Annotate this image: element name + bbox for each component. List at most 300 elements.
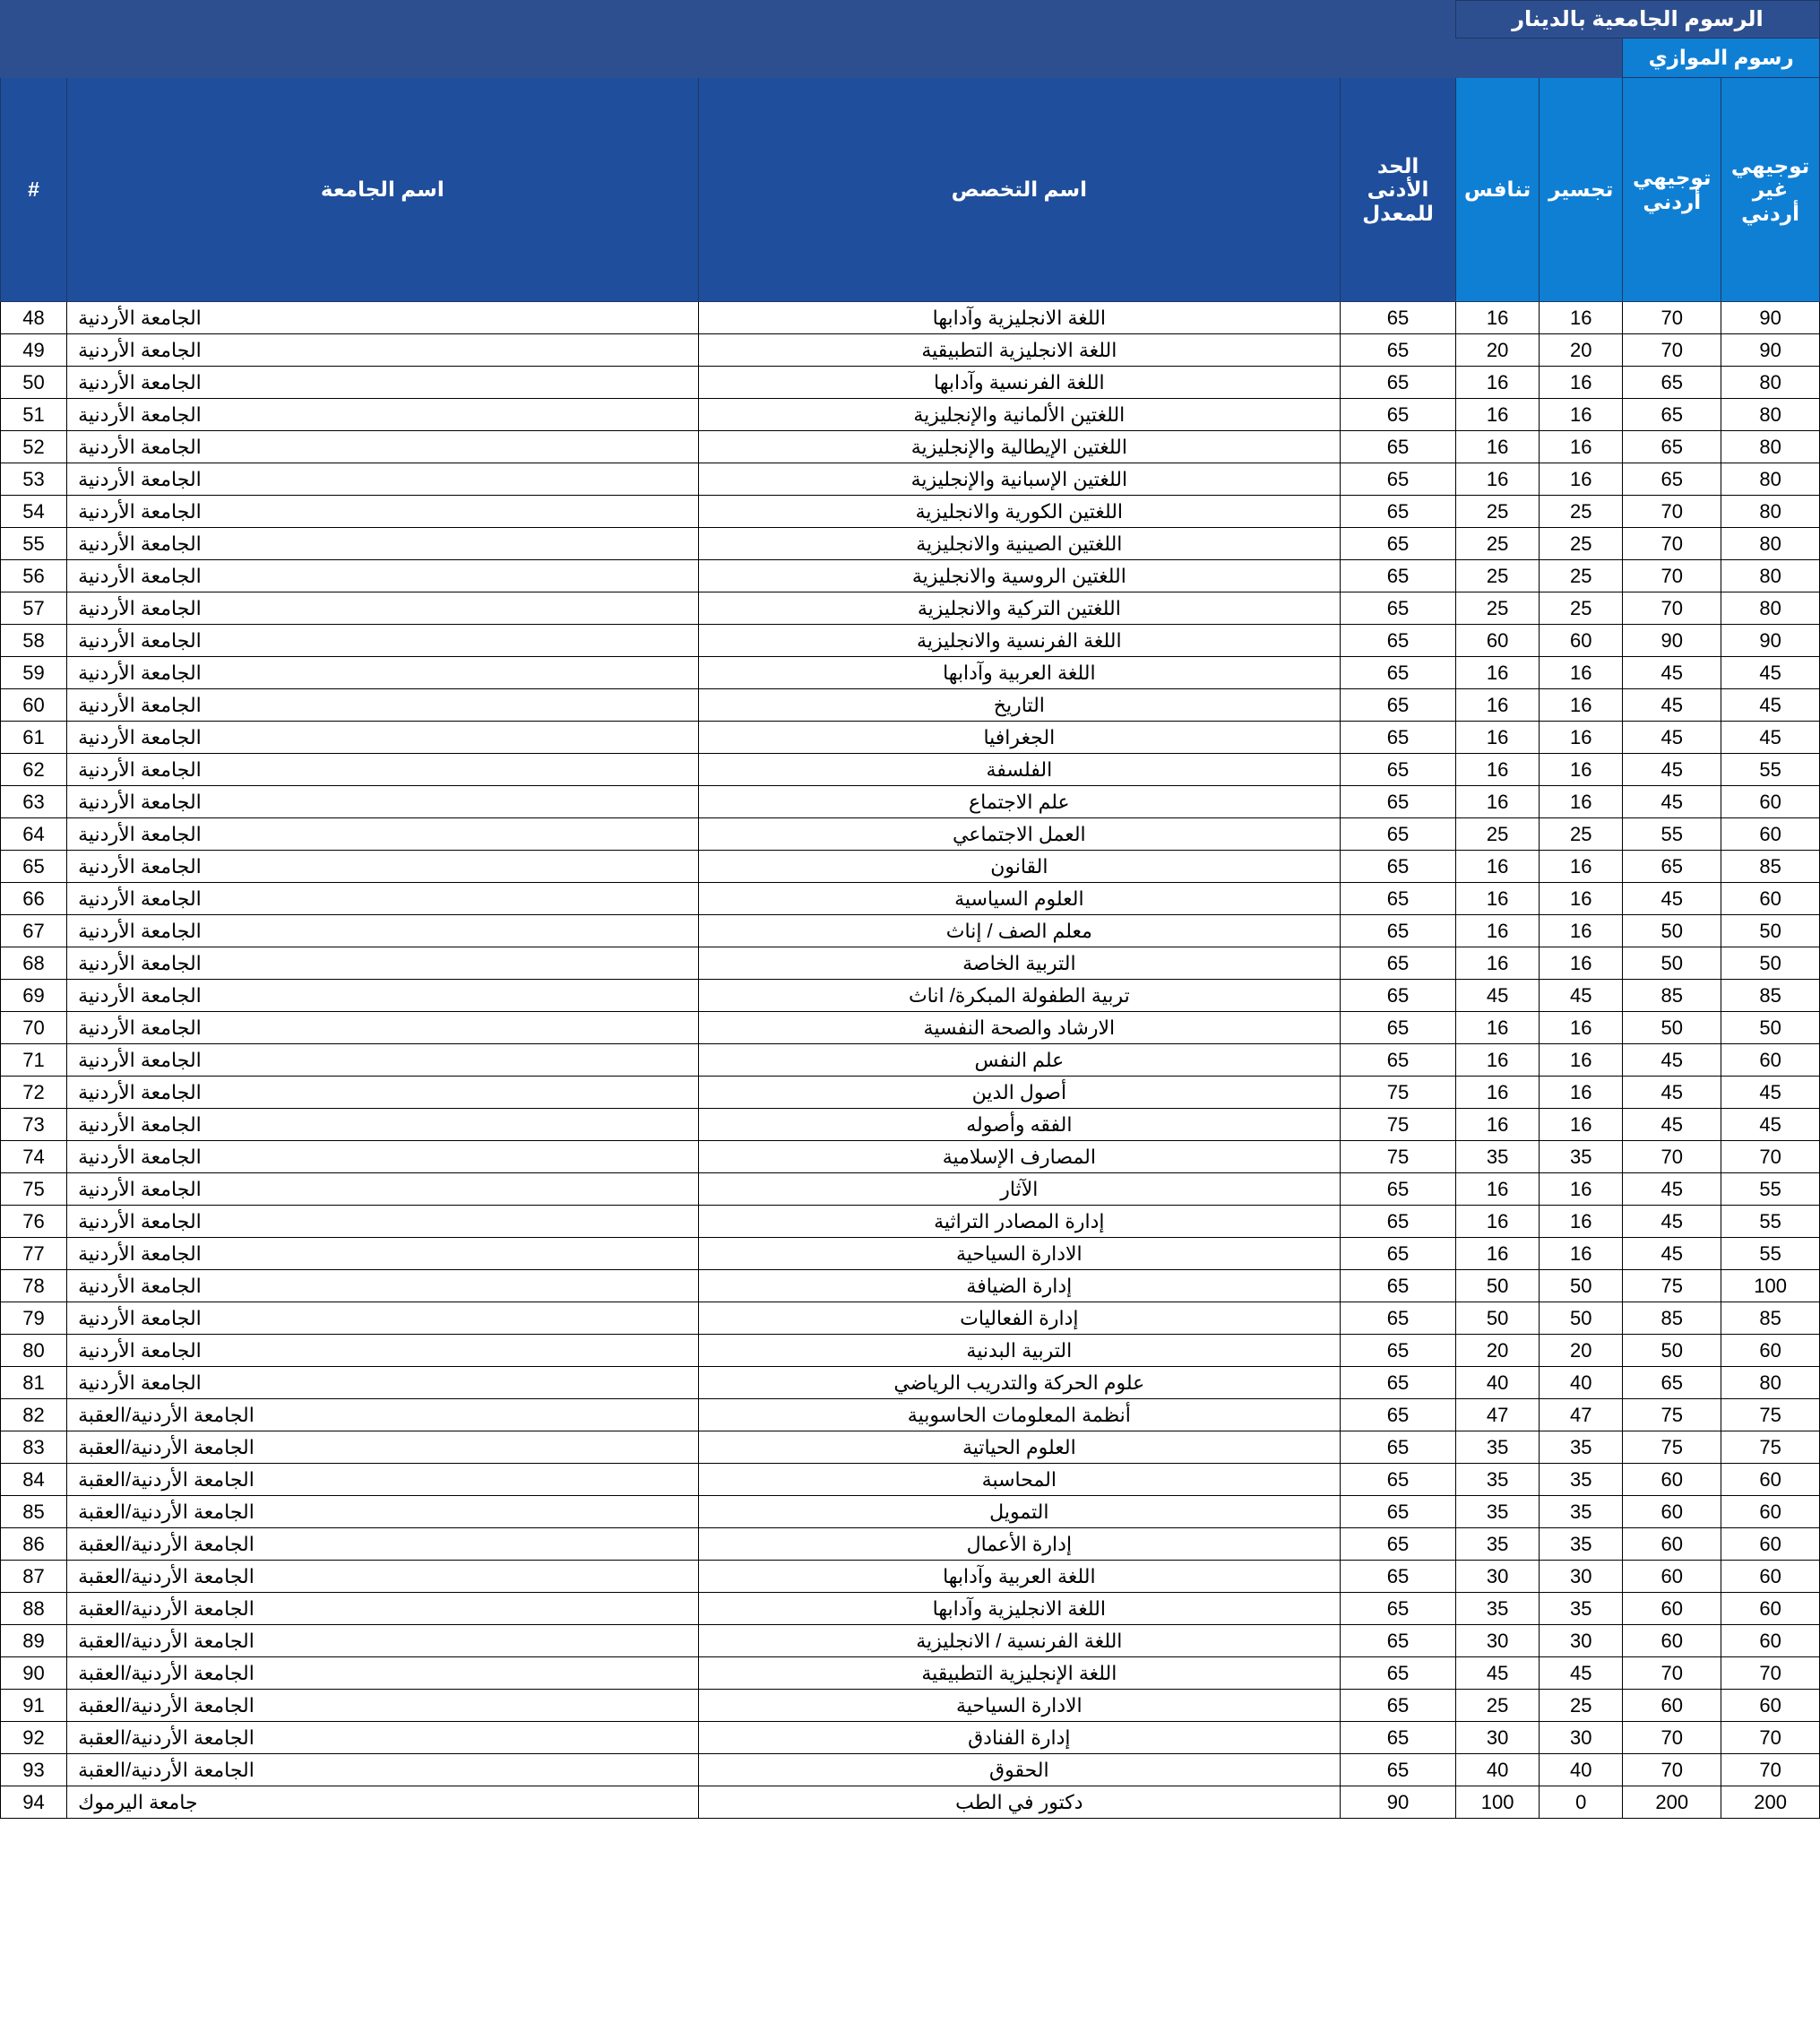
cell-non-jordanian-fee: 80: [1721, 367, 1820, 399]
cell-major-name: اللغتين التركية والانجليزية: [698, 592, 1340, 625]
cell-non-jordanian-fee: 80: [1721, 496, 1820, 528]
header-col-min-average: الحد الأدنى للمعدل: [1341, 78, 1456, 302]
cell-competition: 16: [1456, 657, 1540, 689]
cell-row-number: 83: [1, 1431, 67, 1464]
header-spacer-num-top: [1, 1, 67, 78]
table-header: [1, 1, 1820, 302]
cell-bridging: 16: [1540, 302, 1623, 334]
cell-jordanian-fee: 90: [1623, 625, 1721, 657]
cell-competition: 20: [1456, 334, 1540, 367]
cell-row-number: 59: [1, 657, 67, 689]
cell-min-average: 65: [1341, 1528, 1456, 1561]
table-row: [1, 722, 1820, 754]
table-row: [1, 1431, 1820, 1464]
cell-min-average: 65: [1341, 1464, 1456, 1496]
table-row: [1, 1141, 1820, 1173]
cell-jordanian-fee: 45: [1623, 1173, 1721, 1206]
cell-jordanian-fee: 75: [1623, 1270, 1721, 1302]
cell-jordanian-fee: 45: [1623, 883, 1721, 915]
cell-min-average: 65: [1341, 1754, 1456, 1786]
header-spacer-bridge: [1540, 39, 1623, 78]
cell-bridging: 20: [1540, 334, 1623, 367]
cell-row-number: 79: [1, 1302, 67, 1335]
cell-min-average: 65: [1341, 625, 1456, 657]
cell-major-name: اللغة الفرنسية وآدابها: [698, 367, 1340, 399]
cell-university-name: الجامعة الأردنية: [67, 980, 699, 1012]
cell-university-name: الجامعة الأردنية/العقبة: [67, 1431, 699, 1464]
cell-bridging: 35: [1540, 1528, 1623, 1561]
cell-bridging: 16: [1540, 1077, 1623, 1109]
table-row: [1, 1399, 1820, 1431]
cell-major-name: أنظمة المعلومات الحاسوبية: [698, 1399, 1340, 1431]
cell-non-jordanian-fee: 80: [1721, 560, 1820, 592]
table-row: [1, 334, 1820, 367]
cell-competition: 45: [1456, 980, 1540, 1012]
header-col-major: اسم التخصص: [698, 78, 1340, 302]
cell-bridging: 25: [1540, 592, 1623, 625]
cell-university-name: الجامعة الأردنية/العقبة: [67, 1690, 699, 1722]
cell-jordanian-fee: 60: [1623, 1625, 1721, 1657]
cell-university-name: الجامعة الأردنية: [67, 915, 699, 947]
cell-major-name: علوم الحركة والتدريب الرياضي: [698, 1367, 1340, 1399]
cell-non-jordanian-fee: 70: [1721, 1722, 1820, 1754]
cell-jordanian-fee: 70: [1623, 496, 1721, 528]
cell-competition: 16: [1456, 754, 1540, 786]
cell-jordanian-fee: 200: [1623, 1786, 1721, 1819]
cell-min-average: 65: [1341, 1657, 1456, 1690]
cell-min-average: 65: [1341, 496, 1456, 528]
cell-university-name: الجامعة الأردنية: [67, 851, 699, 883]
table-row: [1, 1206, 1820, 1238]
cell-competition: 25: [1456, 528, 1540, 560]
cell-non-jordanian-fee: 90: [1721, 334, 1820, 367]
cell-jordanian-fee: 45: [1623, 786, 1721, 818]
cell-row-number: 49: [1, 334, 67, 367]
cell-min-average: 65: [1341, 1561, 1456, 1593]
cell-bridging: 25: [1540, 560, 1623, 592]
cell-row-number: 85: [1, 1496, 67, 1528]
cell-bridging: 16: [1540, 367, 1623, 399]
cell-row-number: 53: [1, 463, 67, 496]
cell-min-average: 65: [1341, 592, 1456, 625]
cell-non-jordanian-fee: 85: [1721, 980, 1820, 1012]
cell-min-average: 65: [1341, 1173, 1456, 1206]
table-row: [1, 786, 1820, 818]
cell-major-name: اللغة العربية وآدابها: [698, 1561, 1340, 1593]
cell-bridging: 50: [1540, 1270, 1623, 1302]
cell-min-average: 75: [1341, 1141, 1456, 1173]
cell-university-name: الجامعة الأردنية: [67, 431, 699, 463]
cell-min-average: 65: [1341, 334, 1456, 367]
cell-row-number: 82: [1, 1399, 67, 1431]
cell-competition: 16: [1456, 1109, 1540, 1141]
cell-major-name: اللغة الانجليزية وآدابها: [698, 302, 1340, 334]
cell-non-jordanian-fee: 85: [1721, 851, 1820, 883]
cell-major-name: إدارة المصادر التراثية: [698, 1206, 1340, 1238]
table-row: [1, 947, 1820, 980]
header-spacer-min-top: [1341, 1, 1456, 78]
header-col-non-jordanian: توجيهي غير أردني: [1721, 78, 1820, 302]
cell-min-average: 65: [1341, 883, 1456, 915]
cell-university-name: الجامعة الأردنية/العقبة: [67, 1561, 699, 1593]
cell-non-jordanian-fee: 70: [1721, 1754, 1820, 1786]
cell-min-average: 65: [1341, 399, 1456, 431]
table-row: [1, 1657, 1820, 1690]
table-row: [1, 367, 1820, 399]
table-row: [1, 1561, 1820, 1593]
cell-competition: 25: [1456, 560, 1540, 592]
cell-bridging: 30: [1540, 1722, 1623, 1754]
cell-university-name: الجامعة الأردنية/العقبة: [67, 1754, 699, 1786]
cell-university-name: الجامعة الأردنية: [67, 625, 699, 657]
cell-min-average: 65: [1341, 722, 1456, 754]
cell-major-name: أصول الدين: [698, 1077, 1340, 1109]
cell-non-jordanian-fee: 60: [1721, 786, 1820, 818]
cell-jordanian-fee: 70: [1623, 1657, 1721, 1690]
cell-bridging: 45: [1540, 980, 1623, 1012]
cell-jordanian-fee: 85: [1623, 1302, 1721, 1335]
cell-bridging: 40: [1540, 1754, 1623, 1786]
cell-min-average: 65: [1341, 1625, 1456, 1657]
cell-jordanian-fee: 60: [1623, 1561, 1721, 1593]
cell-jordanian-fee: 75: [1623, 1431, 1721, 1464]
cell-min-average: 65: [1341, 367, 1456, 399]
cell-non-jordanian-fee: 90: [1721, 302, 1820, 334]
cell-major-name: القانون: [698, 851, 1340, 883]
cell-jordanian-fee: 65: [1623, 1367, 1721, 1399]
cell-major-name: اللغتين الألمانية والإنجليزية: [698, 399, 1340, 431]
cell-non-jordanian-fee: 50: [1721, 915, 1820, 947]
cell-bridging: 40: [1540, 1367, 1623, 1399]
cell-min-average: 65: [1341, 915, 1456, 947]
cell-university-name: الجامعة الأردنية: [67, 592, 699, 625]
cell-non-jordanian-fee: 45: [1721, 1109, 1820, 1141]
cell-min-average: 65: [1341, 1302, 1456, 1335]
header-fees-group: الرسوم الجامعية بالدينار: [1456, 1, 1820, 39]
cell-university-name: الجامعة الأردنية: [67, 754, 699, 786]
cell-bridging: 16: [1540, 851, 1623, 883]
cell-row-number: 62: [1, 754, 67, 786]
cell-competition: 50: [1456, 1270, 1540, 1302]
cell-bridging: 16: [1540, 1012, 1623, 1044]
table-row: [1, 851, 1820, 883]
cell-jordanian-fee: 65: [1623, 431, 1721, 463]
cell-competition: 16: [1456, 431, 1540, 463]
cell-jordanian-fee: 65: [1623, 463, 1721, 496]
cell-bridging: 20: [1540, 1335, 1623, 1367]
cell-non-jordanian-fee: 55: [1721, 1238, 1820, 1270]
cell-university-name: الجامعة الأردنية: [67, 1141, 699, 1173]
cell-min-average: 65: [1341, 754, 1456, 786]
cell-university-name: الجامعة الأردنية: [67, 1012, 699, 1044]
cell-university-name: الجامعة الأردنية: [67, 463, 699, 496]
cell-competition: 30: [1456, 1722, 1540, 1754]
cell-major-name: اللغتين الصينية والانجليزية: [698, 528, 1340, 560]
cell-competition: 16: [1456, 302, 1540, 334]
cell-row-number: 72: [1, 1077, 67, 1109]
cell-non-jordanian-fee: 60: [1721, 883, 1820, 915]
cell-university-name: الجامعة الأردنية: [67, 560, 699, 592]
header-col-competition: تنافس: [1456, 78, 1540, 302]
cell-non-jordanian-fee: 100: [1721, 1270, 1820, 1302]
cell-competition: 30: [1456, 1561, 1540, 1593]
table-row: [1, 980, 1820, 1012]
table-row: [1, 1367, 1820, 1399]
cell-min-average: 65: [1341, 818, 1456, 851]
cell-row-number: 56: [1, 560, 67, 592]
cell-jordanian-fee: 85: [1623, 980, 1721, 1012]
cell-university-name: الجامعة الأردنية: [67, 1302, 699, 1335]
table-row: [1, 1496, 1820, 1528]
cell-non-jordanian-fee: 80: [1721, 463, 1820, 496]
cell-bridging: 16: [1540, 657, 1623, 689]
cell-row-number: 55: [1, 528, 67, 560]
cell-university-name: الجامعة الأردنية: [67, 1173, 699, 1206]
table-row: [1, 496, 1820, 528]
cell-jordanian-fee: 60: [1623, 1593, 1721, 1625]
cell-major-name: اللغتين الإسبانية والإنجليزية: [698, 463, 1340, 496]
cell-non-jordanian-fee: 75: [1721, 1399, 1820, 1431]
cell-min-average: 90: [1341, 1786, 1456, 1819]
table-row: [1, 818, 1820, 851]
cell-jordanian-fee: 70: [1623, 1141, 1721, 1173]
header-spacer-uni-top: [67, 1, 699, 78]
cell-bridging: 30: [1540, 1561, 1623, 1593]
cell-major-name: التاريخ: [698, 689, 1340, 722]
cell-row-number: 64: [1, 818, 67, 851]
cell-university-name: الجامعة الأردنية: [67, 786, 699, 818]
cell-min-average: 65: [1341, 1238, 1456, 1270]
cell-major-name: معلم الصف / إناث: [698, 915, 1340, 947]
cell-bridging: 25: [1540, 1690, 1623, 1722]
cell-competition: 25: [1456, 818, 1540, 851]
header-col-university: اسم الجامعة: [67, 78, 699, 302]
cell-university-name: جامعة اليرموك: [67, 1786, 699, 1819]
cell-row-number: 65: [1, 851, 67, 883]
cell-non-jordanian-fee: 80: [1721, 1367, 1820, 1399]
cell-competition: 40: [1456, 1367, 1540, 1399]
cell-row-number: 66: [1, 883, 67, 915]
cell-major-name: العلوم السياسية: [698, 883, 1340, 915]
cell-major-name: الحقوق: [698, 1754, 1340, 1786]
cell-competition: 25: [1456, 592, 1540, 625]
cell-non-jordanian-fee: 45: [1721, 689, 1820, 722]
cell-row-number: 61: [1, 722, 67, 754]
cell-competition: 35: [1456, 1496, 1540, 1528]
cell-bridging: 25: [1540, 818, 1623, 851]
cell-major-name: علم الاجتماع: [698, 786, 1340, 818]
cell-non-jordanian-fee: 55: [1721, 754, 1820, 786]
cell-competition: 35: [1456, 1528, 1540, 1561]
cell-university-name: الجامعة الأردنية/العقبة: [67, 1593, 699, 1625]
cell-competition: 16: [1456, 1077, 1540, 1109]
cell-non-jordanian-fee: 45: [1721, 657, 1820, 689]
cell-university-name: الجامعة الأردنية: [67, 1367, 699, 1399]
cell-competition: 16: [1456, 722, 1540, 754]
table-row: [1, 1464, 1820, 1496]
cell-university-name: الجامعة الأردنية: [67, 689, 699, 722]
cell-jordanian-fee: 70: [1623, 1722, 1721, 1754]
cell-competition: 47: [1456, 1399, 1540, 1431]
cell-min-average: 65: [1341, 1270, 1456, 1302]
table-row: [1, 657, 1820, 689]
header-col-jordanian: توجيهي أردني: [1623, 78, 1721, 302]
cell-row-number: 91: [1, 1690, 67, 1722]
cell-major-name: اللغتين الإيطالية والإنجليزية: [698, 431, 1340, 463]
cell-major-name: علم النفس: [698, 1044, 1340, 1077]
cell-non-jordanian-fee: 60: [1721, 1464, 1820, 1496]
cell-university-name: الجامعة الأردنية: [67, 367, 699, 399]
cell-jordanian-fee: 45: [1623, 754, 1721, 786]
cell-university-name: الجامعة الأردنية/العقبة: [67, 1496, 699, 1528]
cell-row-number: 58: [1, 625, 67, 657]
cell-row-number: 76: [1, 1206, 67, 1238]
cell-row-number: 94: [1, 1786, 67, 1819]
table-row: [1, 1270, 1820, 1302]
table-row: [1, 754, 1820, 786]
cell-major-name: العمل الاجتماعي: [698, 818, 1340, 851]
cell-university-name: الجامعة الأردنية: [67, 1044, 699, 1077]
cell-min-average: 65: [1341, 851, 1456, 883]
cell-min-average: 65: [1341, 1012, 1456, 1044]
table-row: [1, 1625, 1820, 1657]
cell-jordanian-fee: 60: [1623, 1528, 1721, 1561]
cell-jordanian-fee: 70: [1623, 334, 1721, 367]
cell-jordanian-fee: 50: [1623, 1335, 1721, 1367]
cell-major-name: الآثار: [698, 1173, 1340, 1206]
cell-non-jordanian-fee: 60: [1721, 1625, 1820, 1657]
cell-competition: 16: [1456, 1238, 1540, 1270]
table-row: [1, 1109, 1820, 1141]
cell-jordanian-fee: 70: [1623, 302, 1721, 334]
cell-jordanian-fee: 60: [1623, 1496, 1721, 1528]
cell-jordanian-fee: 45: [1623, 1109, 1721, 1141]
cell-bridging: 16: [1540, 1044, 1623, 1077]
cell-competition: 100: [1456, 1786, 1540, 1819]
cell-min-average: 65: [1341, 528, 1456, 560]
cell-competition: 40: [1456, 1754, 1540, 1786]
cell-competition: 45: [1456, 1657, 1540, 1690]
cell-row-number: 54: [1, 496, 67, 528]
cell-row-number: 86: [1, 1528, 67, 1561]
cell-major-name: اللغة العربية وآدابها: [698, 657, 1340, 689]
cell-min-average: 65: [1341, 1722, 1456, 1754]
cell-min-average: 65: [1341, 1335, 1456, 1367]
table-row: [1, 1238, 1820, 1270]
table-row: [1, 1173, 1820, 1206]
cell-university-name: الجامعة الأردنية: [67, 722, 699, 754]
cell-bridging: 16: [1540, 754, 1623, 786]
cell-major-name: إدارة الأعمال: [698, 1528, 1340, 1561]
cell-competition: 35: [1456, 1464, 1540, 1496]
cell-non-jordanian-fee: 80: [1721, 399, 1820, 431]
cell-min-average: 65: [1341, 302, 1456, 334]
cell-row-number: 90: [1, 1657, 67, 1690]
cell-competition: 16: [1456, 883, 1540, 915]
cell-non-jordanian-fee: 60: [1721, 1044, 1820, 1077]
cell-university-name: الجامعة الأردنية: [67, 334, 699, 367]
cell-non-jordanian-fee: 70: [1721, 1141, 1820, 1173]
cell-row-number: 74: [1, 1141, 67, 1173]
cell-major-name: التربية البدنية: [698, 1335, 1340, 1367]
header-parallel-group: رسوم الموازي: [1623, 39, 1820, 78]
cell-min-average: 65: [1341, 1367, 1456, 1399]
cell-university-name: الجامعة الأردنية/العقبة: [67, 1625, 699, 1657]
header-col-bridging: تجسير: [1540, 78, 1623, 302]
cell-non-jordanian-fee: 60: [1721, 1528, 1820, 1561]
cell-jordanian-fee: 70: [1623, 560, 1721, 592]
cell-jordanian-fee: 50: [1623, 1012, 1721, 1044]
cell-row-number: 69: [1, 980, 67, 1012]
cell-non-jordanian-fee: 55: [1721, 1206, 1820, 1238]
header-spacer-comp: [1456, 39, 1540, 78]
table-row: [1, 1754, 1820, 1786]
cell-jordanian-fee: 70: [1623, 1754, 1721, 1786]
cell-min-average: 65: [1341, 786, 1456, 818]
cell-university-name: الجامعة الأردنية: [67, 818, 699, 851]
cell-university-name: الجامعة الأردنية: [67, 947, 699, 980]
cell-major-name: الجغرافيا: [698, 722, 1340, 754]
table-row: [1, 1690, 1820, 1722]
cell-non-jordanian-fee: 70: [1721, 1657, 1820, 1690]
cell-row-number: 48: [1, 302, 67, 334]
cell-major-name: المحاسبة: [698, 1464, 1340, 1496]
table-row: [1, 1593, 1820, 1625]
cell-row-number: 78: [1, 1270, 67, 1302]
cell-major-name: المصارف الإسلامية: [698, 1141, 1340, 1173]
cell-non-jordanian-fee: 80: [1721, 431, 1820, 463]
cell-major-name: التربية الخاصة: [698, 947, 1340, 980]
cell-row-number: 70: [1, 1012, 67, 1044]
cell-bridging: 30: [1540, 1625, 1623, 1657]
cell-min-average: 65: [1341, 463, 1456, 496]
cell-competition: 16: [1456, 947, 1540, 980]
cell-university-name: الجامعة الأردنية: [67, 657, 699, 689]
cell-major-name: اللغة الانجليزية التطبيقية: [698, 334, 1340, 367]
cell-row-number: 88: [1, 1593, 67, 1625]
table-row: [1, 1722, 1820, 1754]
cell-jordanian-fee: 70: [1623, 592, 1721, 625]
cell-min-average: 65: [1341, 657, 1456, 689]
cell-row-number: 60: [1, 689, 67, 722]
cell-row-number: 67: [1, 915, 67, 947]
cell-row-number: 84: [1, 1464, 67, 1496]
cell-min-average: 65: [1341, 1044, 1456, 1077]
cell-competition: 16: [1456, 1206, 1540, 1238]
cell-bridging: 16: [1540, 1109, 1623, 1141]
cell-bridging: 25: [1540, 496, 1623, 528]
cell-jordanian-fee: 75: [1623, 1399, 1721, 1431]
cell-row-number: 71: [1, 1044, 67, 1077]
cell-bridging: 16: [1540, 883, 1623, 915]
table-row: [1, 1012, 1820, 1044]
cell-jordanian-fee: 65: [1623, 399, 1721, 431]
cell-university-name: الجامعة الأردنية: [67, 1109, 699, 1141]
cell-university-name: الجامعة الأردنية: [67, 1077, 699, 1109]
cell-non-jordanian-fee: 80: [1721, 528, 1820, 560]
cell-competition: 16: [1456, 367, 1540, 399]
cell-bridging: 35: [1540, 1464, 1623, 1496]
cell-bridging: 35: [1540, 1141, 1623, 1173]
cell-university-name: الجامعة الأردنية: [67, 528, 699, 560]
cell-major-name: اللغة الفرنسية والانجليزية: [698, 625, 1340, 657]
cell-non-jordanian-fee: 80: [1721, 592, 1820, 625]
table-row: [1, 560, 1820, 592]
cell-bridging: 0: [1540, 1786, 1623, 1819]
cell-row-number: 50: [1, 367, 67, 399]
cell-competition: 16: [1456, 786, 1540, 818]
cell-major-name: الفقه وأصوله: [698, 1109, 1340, 1141]
